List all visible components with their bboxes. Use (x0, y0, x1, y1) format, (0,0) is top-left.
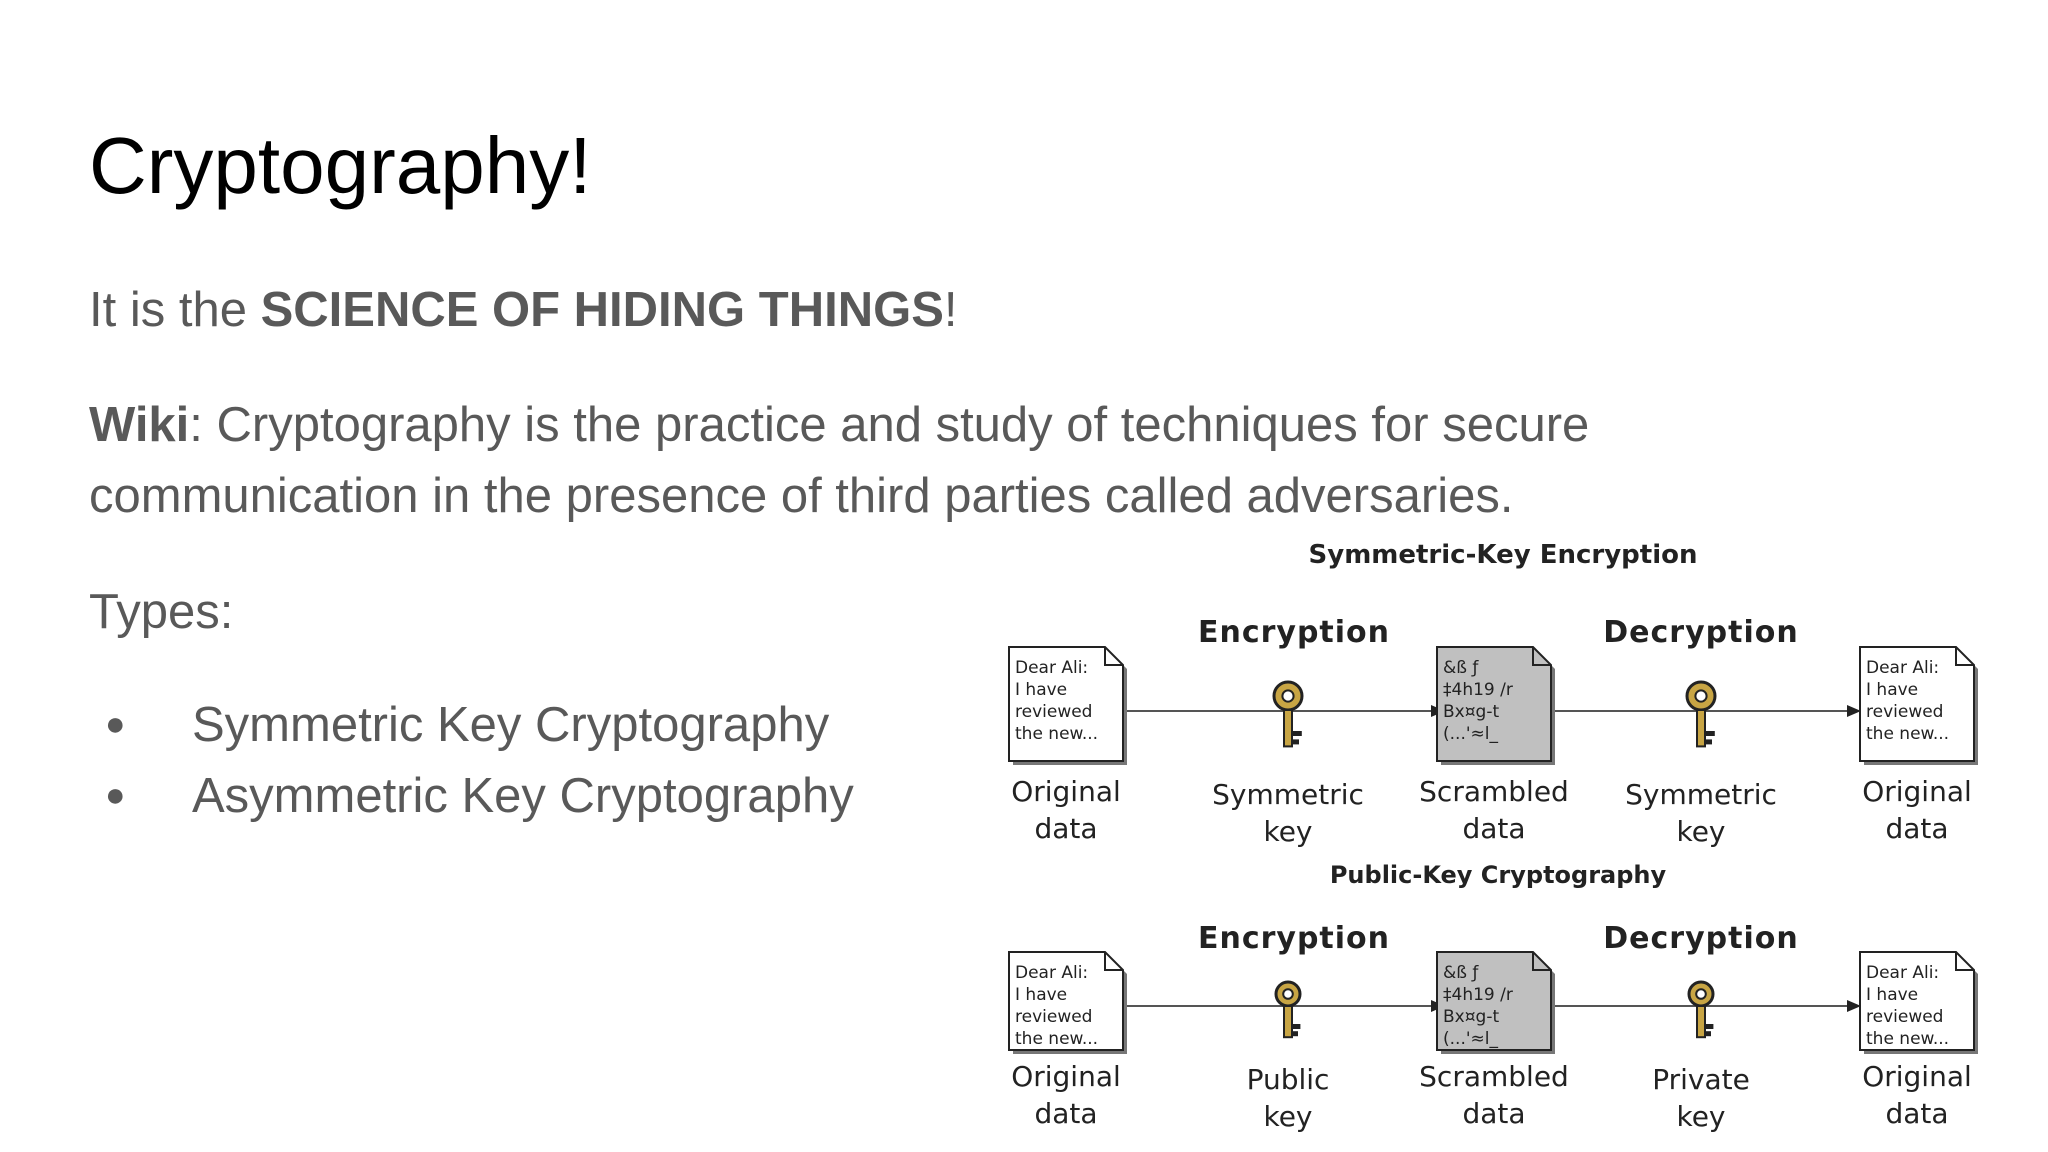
key-icon (1274, 682, 1302, 746)
scrambled-data-doc (1437, 952, 1555, 1054)
symmetric-title: Symmetric-Key Encryption (1308, 540, 1698, 570)
doc-text-line: reviewed (1015, 702, 1093, 722)
arrow-head (1847, 705, 1861, 717)
doc-text-line: reviewed (1866, 1007, 1944, 1027)
original-data-label: data (1034, 1097, 1098, 1130)
list-item (89, 690, 854, 761)
key-hole (1695, 690, 1706, 701)
key-bit (1292, 1024, 1300, 1029)
key-shaft (1697, 710, 1705, 746)
original-data-label: Original (1862, 775, 1972, 808)
key-label: Symmetric (1212, 778, 1364, 811)
list-item-label: Asymmetric Key Cryptography (192, 769, 854, 824)
doc-text-line: ‡4h19 /r (1443, 985, 1513, 1005)
doc-text-line: Bx¤g-t (1443, 1007, 1500, 1027)
symmetric-encryption-label: Encryption (1197, 615, 1391, 650)
doc-text-line: I have (1015, 985, 1068, 1005)
doc-text-line: (...'≈l_ (1443, 1029, 1498, 1049)
key-label: key (1676, 815, 1726, 848)
key-icon (1276, 982, 1300, 1037)
intro-suffix: ! (943, 283, 958, 337)
doc-text-line: I have (1015, 680, 1068, 700)
key-label: Public (1246, 1063, 1330, 1096)
original-data-label: data (1885, 1097, 1949, 1130)
public-key-title: Public-Key Cryptography (1329, 861, 1667, 889)
scrambled-data-label: Scrambled (1419, 1060, 1569, 1093)
doc-text-line: the new... (1015, 1029, 1099, 1049)
arrow-head (1847, 1000, 1861, 1012)
bullet-icon: ● (105, 776, 126, 815)
key-shaft (1284, 710, 1292, 746)
doc-text-line: (...'≈l_ (1443, 724, 1498, 744)
intro-text (89, 275, 958, 346)
types-list (89, 690, 854, 832)
key-label: Symmetric (1625, 778, 1777, 811)
doc-text-line: the new... (1015, 724, 1099, 744)
public-key-decryption-label: Decryption (1603, 921, 1799, 956)
key-icon (1687, 682, 1715, 746)
wiki-definition (89, 390, 1589, 531)
intro-bold: SCIENCE OF HIDING THINGS (260, 283, 944, 337)
scrambled-data-doc (1437, 647, 1555, 765)
key-bit (1705, 1024, 1713, 1029)
doc-text-line: Dear Ali: (1866, 963, 1940, 983)
bullet-icon: ● (105, 705, 126, 743)
key-bit (1292, 739, 1299, 744)
doc-text-line: reviewed (1015, 1007, 1093, 1027)
key-bit (1292, 731, 1302, 736)
doc-text-line: the new... (1866, 724, 1950, 744)
original-data-label: Original (1011, 1060, 1121, 1093)
crypto-diagram-svg (985, 530, 2045, 1152)
symmetric-decryption-label: Decryption (1603, 615, 1799, 650)
crypto-diagram (985, 530, 2045, 1152)
key-hole (1282, 690, 1293, 701)
original-data-label: data (1885, 812, 1949, 845)
doc-text-line: reviewed (1866, 702, 1944, 722)
wiki-line-2: communication in the presence of third parties called adversaries. (89, 468, 1514, 523)
key-bit (1705, 731, 1715, 736)
original-data-doc (1860, 952, 1978, 1054)
public-key-encryption-label: Encryption (1197, 921, 1391, 956)
original-data-label: Original (1011, 775, 1121, 808)
doc-text-line: &ß ƒ (1443, 658, 1479, 678)
scrambled-data-label: Scrambled (1419, 775, 1569, 808)
original-data-doc (1009, 952, 1127, 1054)
doc-text-line: Dear Ali: (1015, 658, 1089, 678)
key-shaft (1697, 1006, 1705, 1037)
key-icon (1689, 982, 1713, 1037)
wiki-line-1: : Cryptography is the practice and study of techniques for secure (189, 398, 1590, 452)
original-data-doc (1860, 647, 1978, 765)
types-label: Types: (89, 585, 234, 639)
list-item-label: Symmetric Key Cryptography (192, 698, 830, 752)
doc-text-line: Bx¤g-t (1443, 702, 1500, 722)
key-label: key (1263, 1100, 1313, 1133)
scrambled-data-label: data (1462, 1097, 1526, 1130)
key-label: key (1263, 815, 1313, 848)
key-label: key (1676, 1100, 1726, 1133)
doc-text-line: the new... (1866, 1029, 1950, 1049)
key-hole (1283, 989, 1293, 999)
doc-text-line: &ß ƒ (1443, 963, 1479, 983)
original-data-label: Original (1862, 1060, 1972, 1093)
doc-text-line: ‡4h19 /r (1443, 680, 1513, 700)
slide-title: Cryptography! (89, 121, 592, 210)
doc-text-line: Dear Ali: (1015, 963, 1089, 983)
key-label: Private (1652, 1063, 1750, 1096)
intro-prefix: It is the (89, 283, 261, 337)
list-item (89, 761, 854, 832)
doc-text-line: I have (1866, 680, 1919, 700)
wiki-label: Wiki (89, 398, 190, 452)
doc-text-line: I have (1866, 985, 1919, 1005)
original-data-doc (1009, 647, 1127, 765)
key-hole (1696, 989, 1706, 999)
scrambled-data-label: data (1462, 812, 1526, 845)
key-bit (1705, 739, 1712, 744)
key-shaft (1284, 1006, 1292, 1037)
key-bit (1705, 1031, 1711, 1036)
doc-text-line: Dear Ali: (1866, 658, 1940, 678)
original-data-label: data (1034, 812, 1098, 845)
key-bit (1292, 1031, 1298, 1036)
